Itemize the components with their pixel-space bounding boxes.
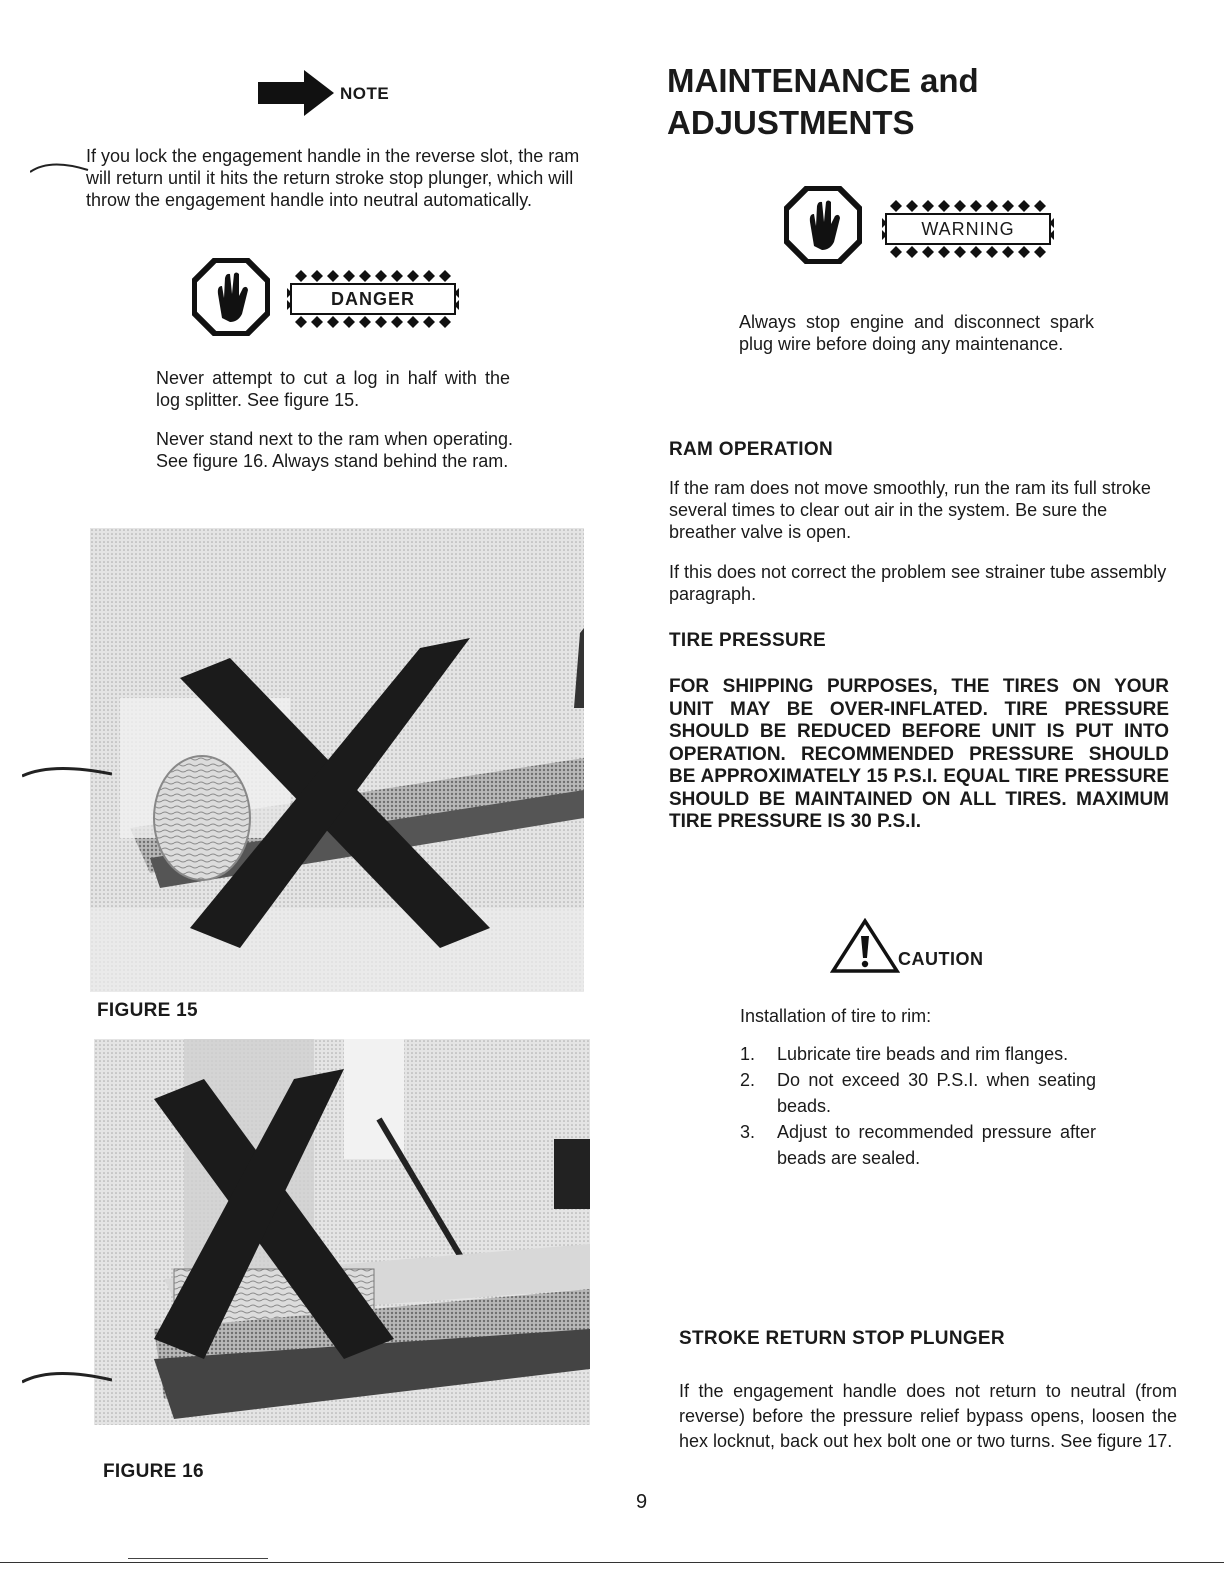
caution-label: CAUTION [898,949,984,969]
ram-operation-text-1: If the ram does not move smoothly, run the ram its full stroke several times to clear out air in the system. Be sure the breather valve is open. [669,478,1151,542]
footer-rule [0,1562,1224,1563]
stroke-return-text: If the engagement handle does not return to neutral (from reverse) before the pressure relief bypass opens, loosen the hex locknut, back out hex bolt one or two turns. See figure 17. [679,1381,1177,1451]
warning-banner [882,198,1054,260]
list-item [740,1067,1096,1119]
danger-text-2: Never stand next to the ram when operating. See figure 16. Always stand behind the ram. [156,429,513,471]
stroke-return-heading: STROKE RETURN STOP PLUNGER [679,1328,1005,1349]
tire-install-steps [740,1041,1096,1171]
danger-text-1: Never attempt to cut a log in half with the log splitter. See figure 15. [156,368,510,410]
step-number: 3. [740,1122,756,1142]
list-item [740,1041,1096,1067]
step-text: Adjust to recommended pressure after beads are sealed. [777,1122,1096,1168]
page-title: MAINTENANCE and ADJUSTMENTS [667,62,979,141]
danger-label: DANGER [330,289,415,309]
step-number: 2. [740,1070,756,1090]
footer-rule [128,1558,268,1559]
figure-15-photo [90,528,584,992]
step-text: Do not exceed 30 P.S.I. when seating beads. [777,1070,1096,1116]
caution-triangle-icon [830,918,900,974]
list-item [740,1119,1096,1171]
figure-15-caption: FIGURE 15 [97,1000,198,1021]
note-label: NOTE [340,84,390,103]
tire-pressure-text: FOR SHIPPING PURPOSES, THE TIRES ON YOUR UNIT MAY BE OVER-INFLATED. TIRE PRESSURE SHOULD BE REDUCED BEFORE UNIT IS PUT INTO OPERATION. RECOMMENDED PRESSURE SHOULD BE APPROXIMATELY 15 P.S.I. EQUAL TIRE PRESSURE SHOULD BE MAINTAINED ON ALL TIRES. MAXIMUM TIRE PRESSURE IS 30 P.S.I. [669,676,1169,832]
warning-text: Always stop engine and disconnect spark plug wire before doing any maintenance. [739,312,1094,354]
danger-banner [287,268,459,330]
figure-16-photo [94,1039,590,1425]
binder-mark-icon [22,1364,112,1394]
binder-mark-icon [30,150,90,176]
page-number: 9 [636,1491,648,1513]
binder-mark-icon [22,760,112,790]
caution-intro: Installation of tire to rim: [740,1006,932,1026]
note-text: If you lock the engagement handle in the reverse slot, the ram will return until it hits the return stroke stop plunger, which will throw the engagement handle into neutral automatically. [86,146,580,210]
stop-hand-icon [784,186,862,264]
stop-hand-icon [192,258,270,336]
ram-operation-text-2: If this does not correct the problem see strainer tube assembly paragraph. [669,562,1167,604]
step-number: 1. [740,1044,756,1064]
step-text: Lubricate tire beads and rim flanges. [777,1044,1069,1064]
ram-operation-heading: RAM OPERATION [669,439,833,460]
tire-pressure-heading: TIRE PRESSURE [669,630,826,651]
warning-label: WARNING [921,219,1015,239]
figure-16-caption: FIGURE 16 [103,1461,204,1482]
note-arrow-icon [256,68,336,118]
